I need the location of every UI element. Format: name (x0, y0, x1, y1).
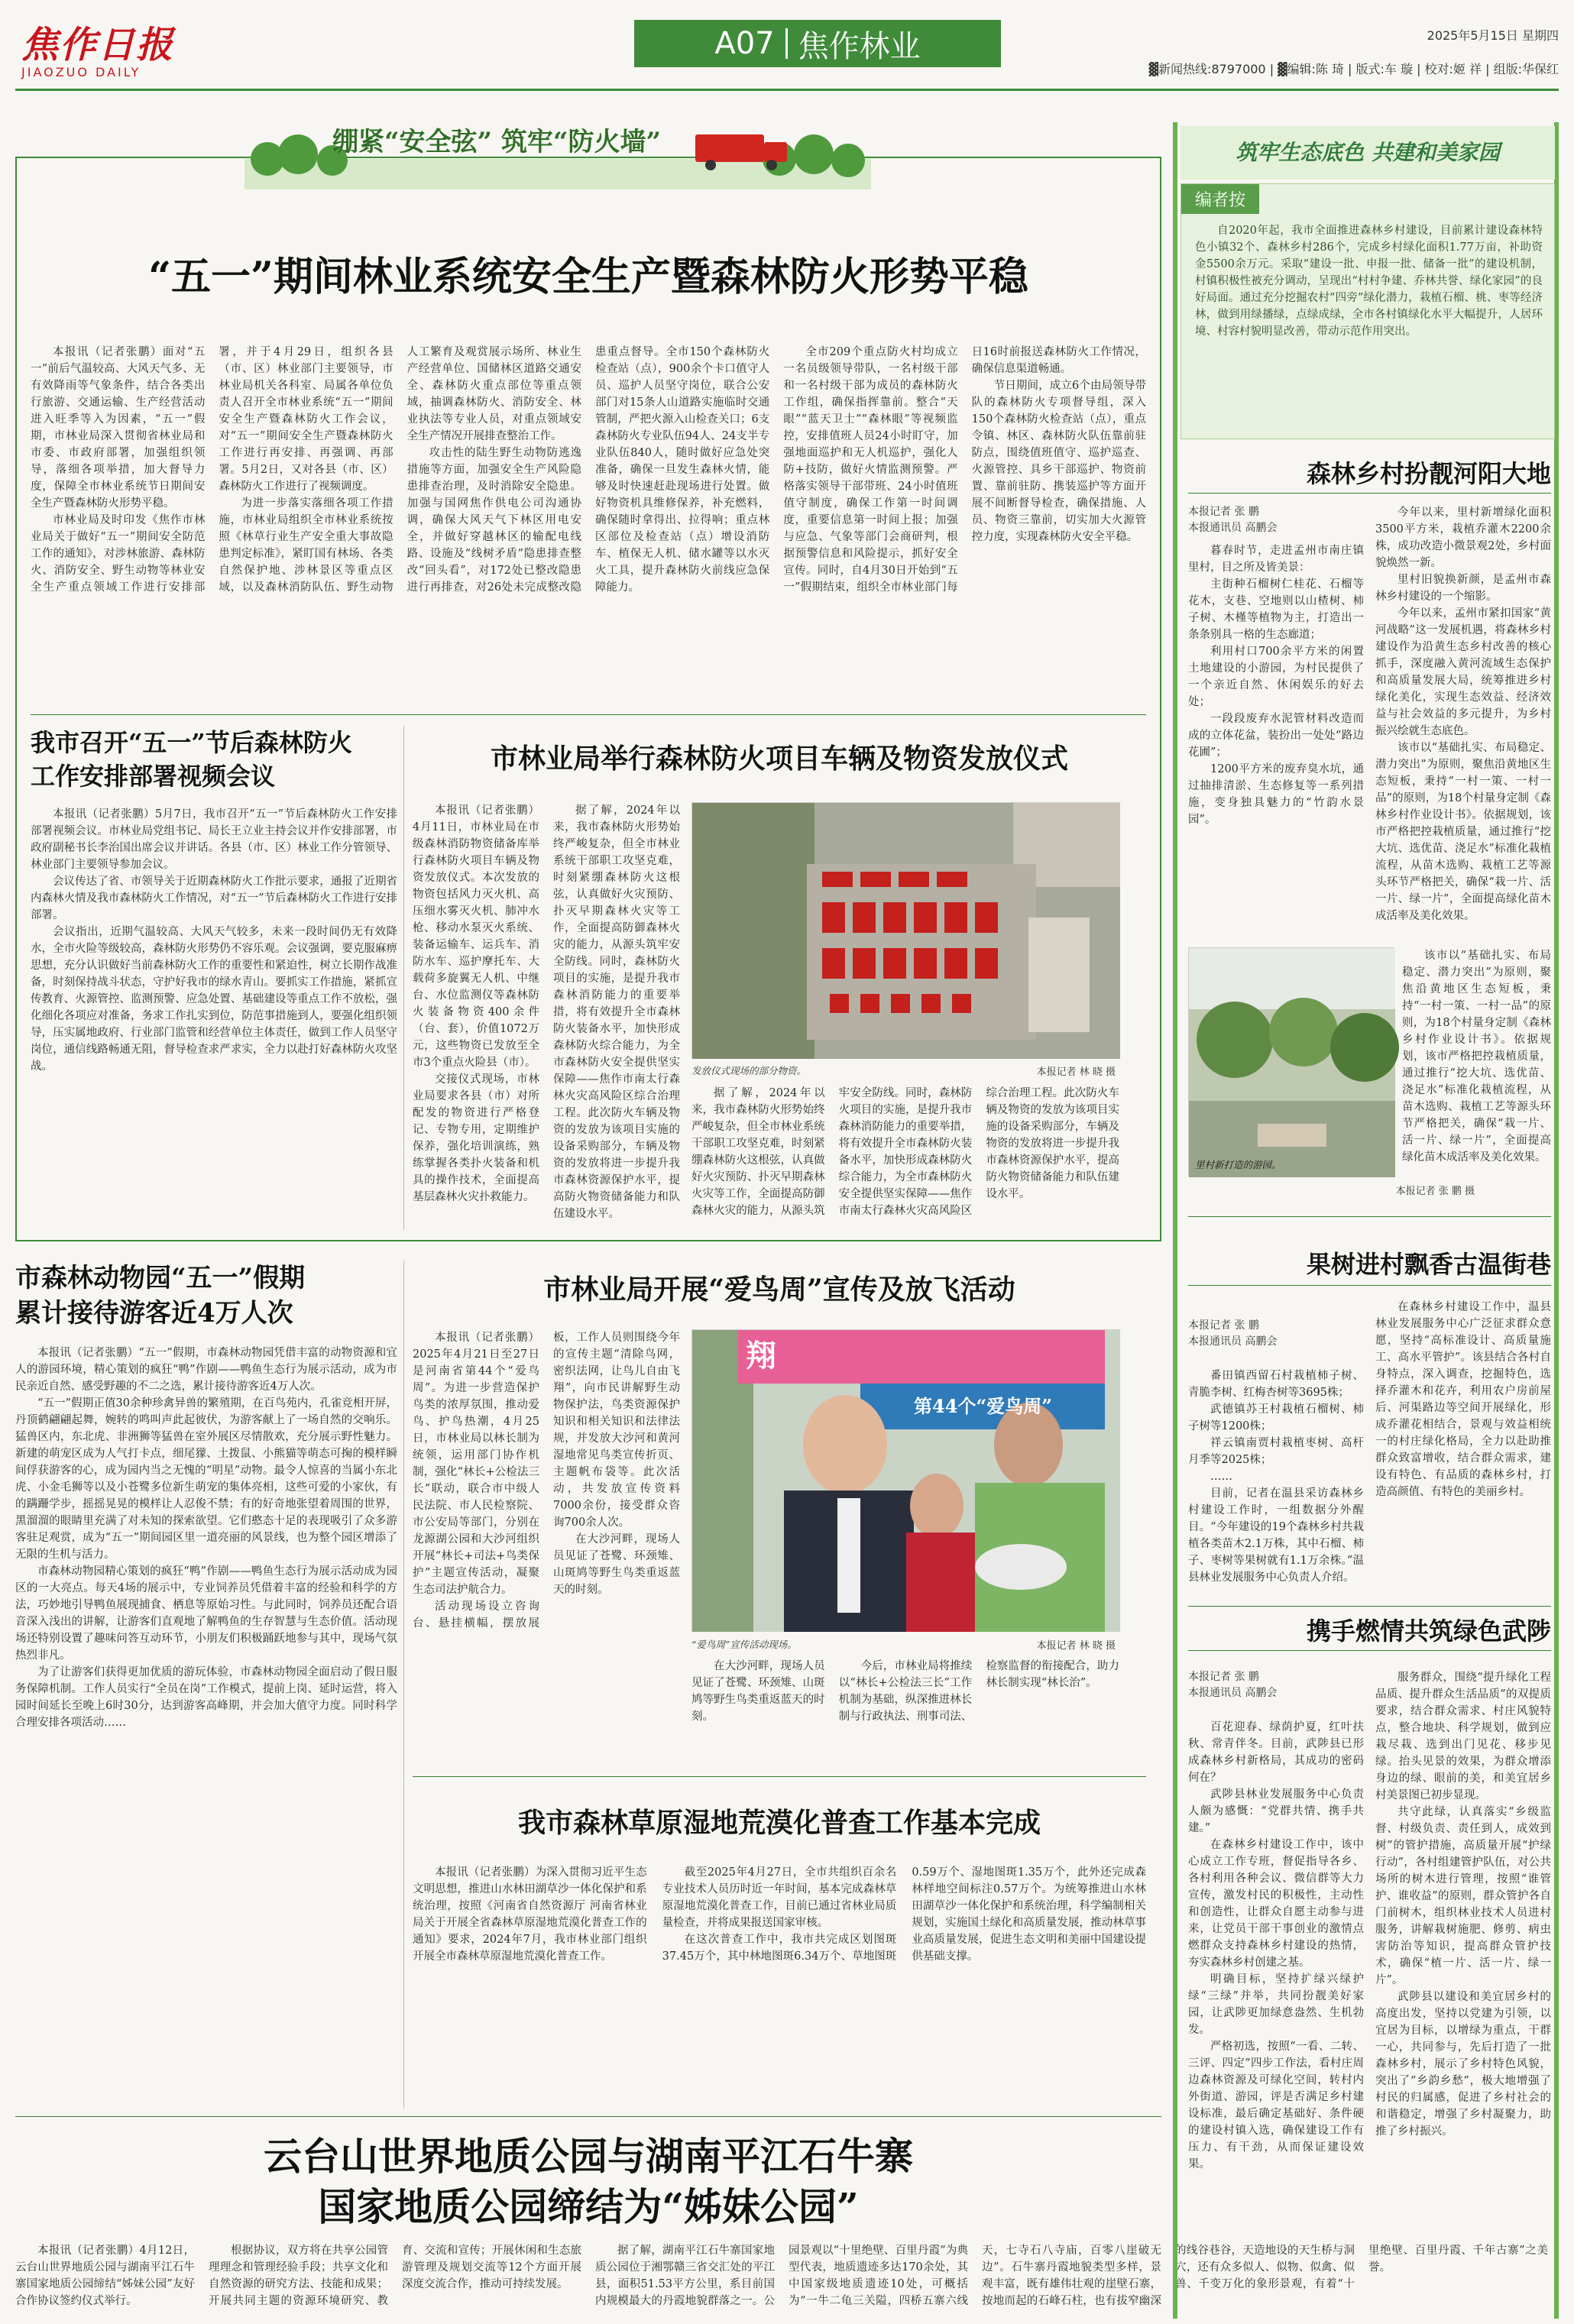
paragraph: 市林业局及时印发《焦作市林业局关于做好“五一”期间安全防范工作的通知》，对涉林旅游、森林防火、消防安全、野生动物等林业安全生产重点领域工作进行安排部署，并于4月29日，组织各县（市、区）林业部门主要领导，市林业局机关各科室、局属各单位负责人召开全市林业系统“五一”期间安全生产暨森林防火工作会议，对“五一”期间安全生产暨森林防火工作进行再安排、再强调、再部署。5月2日，又对各县（市、区）森林防火工作进行了视频调度。 (31, 346, 394, 594)
headline-line: 累计接待游客近4万人次 (15, 1298, 293, 1329)
sidebar-banner-text: 筑牢生态底色 共建和美家园 (1236, 140, 1500, 165)
paragraph: 服务群众，围绕“提升绿化工程品质、提升群众生活品质”的双提质要求，结合群众需求、村庄风貌特点，整合地块、科学规划，做到应栽尽栽、选到出门见花、移步见绿。抬头见景的效果，为群众增添身边的绿、眼前的美，和美宜居乡村美景图已初步显现。 (1375, 1672, 1551, 1801)
vehicles-photo (691, 802, 1119, 1058)
banner-title: 绷紧“安全弦” 筑牢“防火墙” (332, 127, 662, 157)
page-header-bar (634, 20, 1001, 67)
logo-sub: JIAOZUO DAILY (21, 65, 141, 79)
section-rule (1188, 1606, 1551, 1607)
village1-body-col2 (1375, 504, 1551, 940)
birds-photo (691, 1329, 1119, 1631)
section-rule (31, 714, 1146, 715)
meeting-headline (31, 726, 382, 793)
paragraph: 里村旧貌换新颜，是孟州市森林乡村建设的一个缩影。 (1375, 574, 1551, 603)
byline-line: 本报记者 张 鹏 (1188, 1319, 1259, 1332)
masthead (0, 0, 1574, 99)
paragraph: 市森林动物园精心策划的疯狂“鸭”作剧——鸭鱼生态行为展示活动成为园区的一大亮点。每天4场的展示中，专业饲养员凭借着丰富的经验和科学的方法，巧妙地引导鸭鱼展现捕食、栖息等原始习性。与此同时，饲养员还配合语音深入浅出的讲解，让游客们直观地了解鸭鱼的生存智慧与生态价值。活动现场还特别设置了趣味问答互动环节，小朋友们积极踊跃地参与其中，现场气氛热烈非凡。 (15, 1565, 397, 1662)
vehicles-body-right (691, 1085, 1119, 1230)
paragraph: 利用村口700余平方米的闲置土地建设的小游园，为村民提供了一个亲近自然、休闲娱乐的好去处； (1188, 646, 1364, 708)
paragraph: 攻击性的陆生野生动物防逃逸措施等方面，加强安全生产风险隐患排查治理，及时消除安全隐患。加强与国网焦作供电公司沟通协调，确保大风天气下林区用电安全，并做好穿越林区的输配电线路、设施及“线树矛盾”隐患排查整改“回头看”，对172处已整改隐患进行再排查，对26处未完成整改隐患重点督导。全市150个森林防火检查站（点），900余个卡口值守人员、巡护人员坚守岗位，联合公安部门对15条人山道路实施临时交通管制，严把火源入山检查关口；6支森林防火专业队伍94人、24支半专业队伍840人，随时做好应急处突准备，确保一旦发生森林火情，能够及时快速赶赴现场进行处置。做好物资机具维修保养，补充燃料，确保随时拿得出、拉得响；重点林区部位及检查站（点）增设消防车、植保无人机、储水罐等以水灭火工具，提升森林防火前线应急保障能力。 (406, 346, 770, 594)
village3-headline: 携手燃情共筑绿色武陟 (1306, 1617, 1551, 1646)
paragraph: 在森林乡村建设工作中，温县林业发展服务中心广泛征求群众意愿，坚持“高标准设计、高质量施工、高水平管护”。该县结合各村自身特点，深入调查，挖掘特色，选择乔灌木和花卉，利用农户房前屋后、河渠路边等空间开展绿化，形成乔灌花相结合，景观与效益相统一的村庄绿化格局，全力以赴助推群众致富增收，结合群众需求，建设有特色、有品质的森林乡村，打造高颜值、有特色的美丽乡村。 (1375, 1301, 1551, 1498)
safety-body (31, 344, 1146, 703)
paragraph: 严格初选，按照“一看、二转、三评、四定”四步工作法，看村庄周边森林资源及可绿化空间，转村内外街道、游园，评是否满足乡村建设标准，最后确定基础好、条件硬的建设村镇入选，确保建设工作有压力、有干劲，从而保证建设效果。 (1188, 2041, 1364, 2170)
paragraph: 番田镇西留石村栽植柿子树、青脆李树、红梅杏树等3695株； (1188, 1370, 1364, 1399)
byline-line: 本报通讯员 高鹏会 (1188, 522, 1278, 534)
paragraph: 一段段废弃水泥管材料改造而成的立体花盆，装扮出一处处“路边花圃”； (1188, 713, 1364, 759)
paragraph: 该市以“基础扎实、布局稳定、潜力突出”为原则，聚焦沿黄地区生态短板，秉持“一村一策、一村一品”的原则，为18个村量身定制《森林乡村作业设计书》。依据规划，该市严格把控栽植质量，通过推行“挖大坑、选优苗、浇足水”标准化栽植流程，从苗木选购、栽植工艺等源头环节严格把关，确保“栽一片、活一片、绿一片”，全面提高绿化苗木成活率及美化效果。 (1402, 950, 1551, 1164)
paragraph: 今年以来，里村新增绿化面积3500平方米，栽植乔灌木2200余株，成功改造小微景观2处，乡村面貌焕然一新。 (1375, 507, 1551, 569)
byline-line: 本报通讯员 高鹏会 (1188, 1687, 1278, 1699)
village3-body-col1 (1188, 1719, 1364, 2315)
vehicles-photo-art (692, 803, 1120, 1059)
birds-banner-word: 翔 (746, 1338, 776, 1374)
paragraph: 会议指出，近期气温较高、大风天气较多，未来一段时间仍无有效降水，全市火险等级较高，森林防火形势仍不容乐观。会议强调，要克服麻痹思想，充分认识做好当前森林防火工作的重要性和紧迫性，树立长期作战准备，时刻保持战斗状态，守护好我市的绿水青山。要抓实工作措施，紧抓宣传教育、火源管控、监测预警、应急处置、基础建设等重点工作不放松，强化细化各项应对准备，务求工作扎实到位，防范事措施到人，要强化组织领导，压实属地政府、行业部门监管和经营单位主体责任，做到工作人员坚守岗位，通信线路畅通无阻，督导检查求严求实，全力以赴打好森林防火攻坚战。 (31, 926, 397, 1073)
masthead-rule (15, 89, 1559, 91)
vehicles-photo-credit: 本报记者 林 晓 摄 (1036, 1067, 1116, 1078)
birds-photo-credit: 本报记者 林 晓 摄 (1036, 1640, 1116, 1652)
wetland-body (413, 1864, 1146, 2109)
section-rule (1188, 493, 1551, 494)
zoo-body (15, 1345, 397, 2109)
paragraph: 据了解，湖南平江石牛寨国家地质公园位于湘鄂赣三省交汇处的平江县，面积51.53平方公里，系目前国内规模最大的丹霞地貌群落之一。公园景观以“十里绝壁、百里丹霞”为典型代表，地质遗迹多达170余处，其中国家级地质遗迹10处，可概括为“一牛二龟三关隘，四桥五寨六线天，七寺石八寺庙，百零八崖破无边”。石牛寨丹霞地貌类型多样，景观丰富，既有雄伟壮观的崖壁石寨，按地而起的石峰石柱，也有拔窄幽深的线谷巷谷，天造地设的天生桥与洞穴，还有众多似人、似物、似禽、似兽、千变万化的象形景观，有着“十里绝壁、百里丹霞、千年古寨”之美誉。 (595, 2245, 1548, 2307)
village1-photo-caption: 里村新打造的游园。 (1195, 1159, 1281, 1170)
staff-line: ▓新闻热线:8797000 | ▓编辑:陈 琦 | 版式:车 璇 | 校对:姬 祥 | 组版:华保红 (1148, 62, 1559, 76)
paragraph: 根据协议，双方将在共享公园管理理念和管理经验手段；共享文化和自然资源的研究方法、技能和成果；开展共同主题的资源环境研究、教育、交流和宣传；开展休闲和生态旅游管理及规划交流等12个方面开展深度交流合作，推动可持续发展。 (209, 2245, 581, 2307)
village1-headline: 森林乡村扮靓河阳大地 (1306, 459, 1551, 488)
section-rule (15, 2116, 1161, 2117)
village3-body-col2 (1375, 1669, 1551, 2315)
paragraph: 在大沙河畔，现场人员见证了苍鹭、环颈雉、山斑鸠等野生鸟类重返蓝天的时刻。 (553, 1533, 680, 1596)
paragraph: 交接仪式现场，市林业局要求各县（市）对所配发的物资进行严格登记、专物专用，定期维护保养，强化培训演练，熟练掌握各类扑火装备和机具的操作技术，全面提高基层森林火灾扑救能力。 (413, 1073, 539, 1203)
section-rule (1188, 1650, 1551, 1651)
village1-photo (1188, 947, 1394, 1177)
headline-line: 我市召开“五一”节后森林防火 (31, 728, 352, 757)
safety-headline: “五一”期间林业系统安全生产暨森林防火形势平稳 (148, 254, 1028, 300)
paragraph: 主街种石榴树仁桂花、石榴等花木，支巷、空地则以山楂树、柿子树、木槿等植物为主，打造出一条条别具一格的生态廊道； (1188, 578, 1364, 641)
wetland-headline: 我市森林草原湿地荒漠化普查工作基本完成 (517, 1807, 1041, 1839)
vehicles-photo-caption: 发放仪式现场的部分物资。 (691, 1065, 807, 1076)
village3-byline (1188, 1669, 1364, 1701)
section-rule (413, 1776, 1146, 1777)
editor-note-label: 编者按 (1181, 184, 1259, 214)
paragraph: 目前，记者在温县采访森林乡村建设工作时，一组数据分外醒目。“今年建设的19个森林乡村共栽植各类苗木2.1万株，其中石榴、柿子、枣树等果树就有1.1万余株。”温县林业发展服务中心负责人介绍。 (1188, 1487, 1364, 1584)
headline-line: 云台山世界地质公园与湖南平江石牛寨 (264, 2134, 913, 2179)
paragraph: 为了让游客们获得更加优质的游玩体验，市森林动物园全面启动了假日服务保障机制。工作人员实行“全员在岗”工作模式，提前上岗、延时运营，将入园时间延长至晚上6时30分，达到游客高峰期，并会加大值守力度。同时科学合理安排各项活动…… (15, 1666, 397, 1729)
paragraph: 本报讯（记者张鹏）5月7日，我市召开“五一”节后森林防火工作安排部署视频会议。市林业局党组书记、局长王立业主持会议并作安排部署，市政府副秘书长李治国出席会议并讲话。各县（市、区）林业工作分管领导、林业部门主要领导参加会议。 (31, 808, 397, 871)
editor-note-text: 自2020年起，我市全面推进森林乡村建设，目前累计建设森林特色小镇32个、森林乡村286个，完成乡村绿化面积1.77万亩，补助资金5500余万元。采取“建设一批、申报一批、储备一批”的建设机制，村镇积极性被充分调动，呈现出“村村争建、乔林共誉、绿化家园”的良好局面。通过充分挖掘农村“四旁”绿化潜力，栽植石榴、桃、枣等经济林，做到用绿播绿，点绿成绿，全市各村镇绿化水平大幅提升，人居环境、村容村貌明显改善，带动示范作用突出。 (1195, 225, 1543, 338)
vehicles-headline: 市林业局举行森林防火项目车辆及物资发放仪式 (490, 743, 1068, 775)
fire-safety-banner (245, 105, 871, 197)
paragraph: …… (1210, 1471, 1232, 1483)
paragraph: 活动现场设立咨询台、悬挂横幅，摆放展板，工作人员则围绕今年的宣传主题“清除鸟网，密织法网，让鸟儿自由飞翔”，向市民讲解野生动物保护法，鸟类资源保护知识和相关知识和法律法规，并发放大沙河和黄河湿地常见鸟类宣传折页、主题帆布袋等。此次活动，共发放宣传资料7000余份，接受群众咨询700余人次。 (413, 1332, 680, 1630)
paragraph: 为进一步落实落细各项工作措施，市林业局组织全市林业系统按照《林草行业生产安全重大事故隐患判定标准》，紧盯国有林场、各类自然保护地、涉林景区等重点区域，以及森林消防队伍、野生动物人工繁育及观赏展示场所、林业生产经营单位、国储林区道路交通安全、森林防火重点部位等重点领域，抽调森林防火、消防安全、林业执法等专业人员，对重点领域安全生产情况开展排查整治工作。 (219, 346, 581, 594)
paragraph: 据了解，2024年以来，我市森林防火形势始终严峻复杂，但全市林业系统干部职工攻坚克难，时刻紧绷森林防火这根弦，认真做好火灾预防、扑灭早期森林火灾等工作，全面提高防御森林火灾的能力，从源头筑牢安全防线。同时，森林防火项目的实施，是提升我市森林消防能力的重要举措，将有效提升全市森林防火装备水平，加快形成森林防火综合能力，为全市森林防火安全提供坚实保障——焦作市南太行森林火灾高风险区综合治理工程。此次防火车辆及物资的发放为该项目实施的设备采购部分，车辆及物资的发放将进一步提升我市森林资源保护水平，提高防火物资储备能力和队伍建设水平。 (691, 1087, 1119, 1217)
village2-byline (1188, 1318, 1364, 1350)
paragraph: 本报讯（记者张鹏）为深入贯彻习近平生态文明思想，推进山水林田湖草沙一体化保护和系统治理，按照《河南省自然资源厅 河南省林业局关于开展全省森林草原湿地荒漠化普查工作的通知》要求，2024年7月，我市林业部门组织开展全市森林草原湿地荒漠化普查工作。 (413, 1866, 647, 1963)
vehicles-body-left (413, 802, 680, 1230)
editor-note-box (1180, 183, 1555, 439)
paragraph: 明确目标，坚持扩绿兴绿护绿“三绿”并举，共同扮靓美好家园，让武陟更加绿意盎然、生机勃发。 (1188, 1973, 1364, 2036)
paragraph: 今年以来，孟州市紧扣国家“黄河战略”这一发展机遇，将森林乡村建设作为沿黄生态乡村改善的核心抓手，深度融入黄河流域生态保护和高质量发展大局，统筹推进乡村绿化美化，实现生态效益、经济效益与社会效益的多元提升，为乡村振兴绘就生态底色。 (1375, 607, 1551, 737)
paragraph: 截至2025年4月27日，全市共组织百余名专业技术人员历时近一年时间，基本完成森林草原湿地荒漠化普查工作，目前已通过省林业局质量检查，并将成果报送国家审核。 (662, 1866, 897, 1929)
paragraph: 该市以“基础扎实、布局稳定、潜力突出”为原则，聚焦沿黄地区生态短板，秉持“一村一策、一村一品”的原则，为18个村量身定制《森林乡村作业设计书》。依据规划，该市严格把控栽植质量，通过推行“挖大坑、选优苗、浇足水”标准化栽植流程，从苗木选购、栽植工艺等源头环节严格把关，确保“栽一片、活一片、绿一片”，全面提高绿化苗木成活率及美化效果。 (1375, 742, 1551, 922)
paragraph: 在森林乡村建设工作中，该中心成立工作专班，督促指导各乡、各村利用各种会议、微信群等大力宣传，激发村民的积极性，主动性和创造性，让群众自愿主动参与进来，让党员干部干事创业的激情点燃群众支持森林乡村建设的热情，夯实森林乡村创建之基。 (1188, 1839, 1364, 1969)
section-rule (1188, 1285, 1551, 1286)
newspaper-logo (21, 15, 174, 84)
village2-headline: 果树进村飘香古温街巷 (1306, 1250, 1551, 1279)
paragraph: 百花迎春、绿荫护夏，红叶扶秋、常青伴冬。目前，武陟县已形成森林乡村新格局，其成功的密码何在？ (1188, 1721, 1364, 1784)
paragraph: 全市209个重点防火村均成立一名员级领导带队，一名村级干部和一名村级干部为成员的森林防火工作组，确保指挥靠前。整合“天眼”“蓝天卫士”“森林眼”等视频监控，安排值班人员24小时盯守，加强地面巡护和无人机巡护，强化人防+技防，做好火情监测预警。严格落实领导干部带班、24小时值班值守制度，确保工作第一时间调度，重要信息第一时间上报；加强与应急、气象等部门会商研判，根据预警信息和风险提示，抓好安全宣传。同时，自4月30日开始到“五一”假期结束，组织全市林业部门每日16时前报送森林防火工作情况，确保信息渠道畅通。 (783, 346, 1146, 594)
byline-line: 本报通讯员 高鹏会 (1188, 1335, 1278, 1348)
village1-photo-credit: 本报记者 张 鹏 摄 (1395, 1186, 1475, 1197)
village1-photo-art (1189, 948, 1395, 1177)
birds-photo-caption: “爱鸟周”宣传活动现场。 (691, 1639, 797, 1650)
paragraph: 武陟县林业发展服务中心负责人颇为感慨：“党群共情、携手共建。” (1188, 1788, 1364, 1834)
sidebar-banner (1180, 126, 1555, 180)
paragraph: 武陟县以建设和美宜居乡村的高度出发，坚持以党建为引领，以宜居为目标，以增绿为重点，干群一心，共同参与，先后打造了一批森林乡村，展示了乡村特色风貌，突出了“乡韵乡愁”，极大地增强了村民的归属感，促进了乡村社会的和谐稳定，增强了乡村凝聚力，助推了乡村振兴。 (1375, 1991, 1551, 2138)
paragraph: 祥云镇南贾村栽植枣树、高杆月季等2025株； (1188, 1437, 1364, 1466)
header-divider (785, 28, 788, 59)
paragraph: 本报讯（记者张鹏）面对“五一”前后气温较高、大风天气多、无有效降雨等气象条件，结合各类出行旅游、交通运输、生产经营活动进入旺季等入为因素，“五一”假期，市林业局深入贯彻省林业局和市委、市政府部署，加强组织领导，落细各项举措，加大督导力度，保障全市林业系统节日期间安全生产暨森林防火形势平稳。 (31, 346, 206, 510)
paragraph: 据了解，2024年以来，我市森林防火形势始终严峻复杂，但全市林业系统干部职工攻坚克难，时刻紧绷森林防火这根弦，认真做好火灾预防、扑灭早期森林火灾等工作，全面提高防御森林火灾的能力，从源头筑牢安全防线。同时，森林防火项目的实施，是提升我市森林消防能力的重要举措，将有效提升全市森林防火装备水平，加快形成森林防火综合能力，为全市森林防火安全提供坚实保障——焦作市南太行森林火灾高风险区综合治理工程。此次防火车辆及物资的发放为该项目实施的设备采购部分，车辆及物资的发放将进一步提升我市森林资源保护水平，提高防火物资储备能力和队伍建设水平。 (553, 804, 680, 1220)
paragraph: 本报讯（记者张鹏）4月12日，云台山世界地质公园与湖南平江石牛寨国家地质公园缔结“姊妹公园”友好合作协议签约仪式举行。 (15, 2245, 195, 2307)
logo-text: 焦作日报 (21, 24, 175, 66)
paragraph: 节日期间，成立6个由局领导带队的森林防火专项督导组，深入150个森林防火检查站（点），重点令镇、林区、森林防火队伍靠前驻防点，围绕值班值守、巡护巡查、火源管控、具乡干部巡护、物资前置、靠前驻防、携装巡护等方面开展不间断督导检查，确保措施、人员、物资三靠前，切实加大火源管控力度，实现森林防火安全平稳。 (971, 380, 1146, 543)
paragraph: 1200平方米的废弃臭水坑，通过抽排清淤、生态修复等一系列措施，变身独具魅力的“竹韵水景园”。 (1188, 763, 1364, 826)
paragraph: 在大沙河畔，现场人员见证了苍鹭、环颈雉、山斑鸠等野生鸟类重返蓝天的时刻。 (691, 1660, 825, 1723)
column-divider (403, 1261, 404, 2109)
village1-body-col3 (1402, 947, 1551, 1177)
section-name: 焦作林业 (798, 28, 921, 64)
headline-line: 国家地质公园缔结为“姊妹公园” (318, 2184, 859, 2229)
zoo-headline (15, 1261, 397, 1331)
column-divider (403, 726, 404, 1230)
page-number: A07 (714, 26, 775, 61)
paragraph: 共守此绿，认真落实“乡级监督、村级负责、责任到人，成效到树”的管护措施，高质量开展“护绿行动”，各村组建管护队伍，对公共场所的树木进行管理，按照“谁管护、谁收益”的原则，群众管护各自门前树木，组织林业技术人员进村服务，讲解栽树施肥、修剪、病虫害防治等知识，提高群众管护技术，确保“植一片、活一片、绿一片”。 (1375, 1806, 1551, 1986)
birds-body-right (691, 1658, 1119, 1765)
byline-line: 本报记者 张 鹏 (1188, 506, 1259, 518)
meeting-body (31, 806, 397, 1226)
section-rule (1188, 1216, 1551, 1217)
issue-date: 2025年5月15日 星期四 (1427, 28, 1559, 43)
geopark-body (15, 2242, 1548, 2319)
byline-line: 本报记者 张 鹏 (1188, 1671, 1259, 1683)
geopark-headline (15, 2131, 1161, 2232)
paragraph: 暮春时节，走进孟州市南庄镇里村，目之所及皆美景： (1188, 545, 1364, 574)
birds-photo-art (692, 1330, 1120, 1632)
paragraph: 本报讯（记者张鹏）2025年4月21日至27日是河南省第44个“爱鸟周”。为进一步营造保护鸟类的浓厚氛围，推动爱鸟、护鸟热潮，4月25日，市林业局以林长制为统领，运用部门协作机制，强化“林长+公检法三长”联动，联合市中级人民法院、市人民检察院、市公安局等部门，分别在龙源湖公园和大沙河组织开展“林长+司法+鸟类保护”主题宣传活动，凝聚生态司法护航合力。 (413, 1332, 539, 1596)
birds-headline: 市林业局开展“爱鸟周”宣传及放飞活动 (543, 1274, 1015, 1306)
birds-body-left (413, 1329, 680, 1765)
paragraph: 会议传达了省、市领导关于近期森林防火工作批示要求，通报了近期省内森林火情及我市森林防火工作情况，对“五一”节后森林防火工作进行安排部署。 (31, 876, 397, 921)
paragraph: 今后，市林业局将推续以“林长+公检法三长”工作机制为基础，纵深推进林长制与行政执法、刑事司法、检察监督的衔接配合，助力林长制实现“林长治”。 (838, 1660, 1119, 1723)
village1-byline (1188, 504, 1364, 536)
paragraph: 本报讯（记者张鹏）“五一”假期，市森林动物园凭借丰富的动物资源和宜人的游园环境，精心策划的疯狂“鸭”作剧——鸭鱼生态行为展示活动，成为市民亲近自然、感受野趣的不二之选，累计接待游客近4万人次。 (15, 1347, 397, 1393)
paragraph: 武德镇苏王村栽植石榴树、柿子树等1200株； (1188, 1403, 1364, 1432)
paragraph: 本报讯（记者张鹏）4月11日，市林业局在市级森林消防物资储备库举行森林防火项目车辆及物资发放仪式。本次发放的物资包括风力灭火机、高压细水雾灭火机、肺冲水枪、移动水泵灭火系统、装备运输车、运兵车、消防水车、巡护摩托车、大载荷多旋翼无人机、中继台、水位监测仪等森林防火装备物资400余件（台、套），价值1072万元，这些物资已发放至全市3个重点火险县（市）。 (413, 804, 539, 1069)
headline-line: 工作安排部署视频会议 (31, 762, 276, 791)
paragraph: 在这次普查工作中，我市共完成区划图斑37.45万个，其中林地图斑6.34万个、草地图斑0.59万个、湿地图斑1.35万个，此外还完成森林样地空间标注0.57万个。为统筹推进山水林田湖草沙一体化保护和系统治理，科学编制相关规划，实施国土绿化和高质量发展，推动林草事业高质量发展，促进生态文明和美丽中国建设提供基础支撑。 (662, 1866, 1146, 1963)
village1-body-col1 (1188, 542, 1364, 940)
headline-line: 市森林动物园“五一”假期 (15, 1263, 306, 1293)
paragraph: “五一”假期正值30余种珍禽异兽的繁殖期，在百鸟苑内，孔雀竞相开屏，丹顶鹤翩翩起舞，婉转的鸣叫声此起彼伏，为游客献上了一场自然的交响乐。猛兽区内，东北虎、非洲狮等猛兽在室外展区尽情散欢，充分展示野性魅力。新建的萌宠区成为人气打卡点，细尾獴、土拨鼠、小熊猫等萌态可掬的模样瞬间俘获游客的心，成为园内当之无愧的“明星”动物。最令人惊喜的当属小东北虎、小金毛狮等以及小苍鹭多位新生萌宠的集体亮相，这些可爱的小家伙，有的蹒跚学步，摇摇晃晃的模样让人忍俊不禁；有的好奇地张望着周围的世界，黑溜溜的眼睛里充满了对未知的探索欲望。它们憨态十足的表现吸引了众多游客驻足观赏，成为“五一”期间园区里一道亮丽的风景线，也为整个园区增添了无限的生机与活力。 (15, 1397, 397, 1561)
birds-banner-text: 第44个“爱鸟周” (914, 1395, 1053, 1417)
